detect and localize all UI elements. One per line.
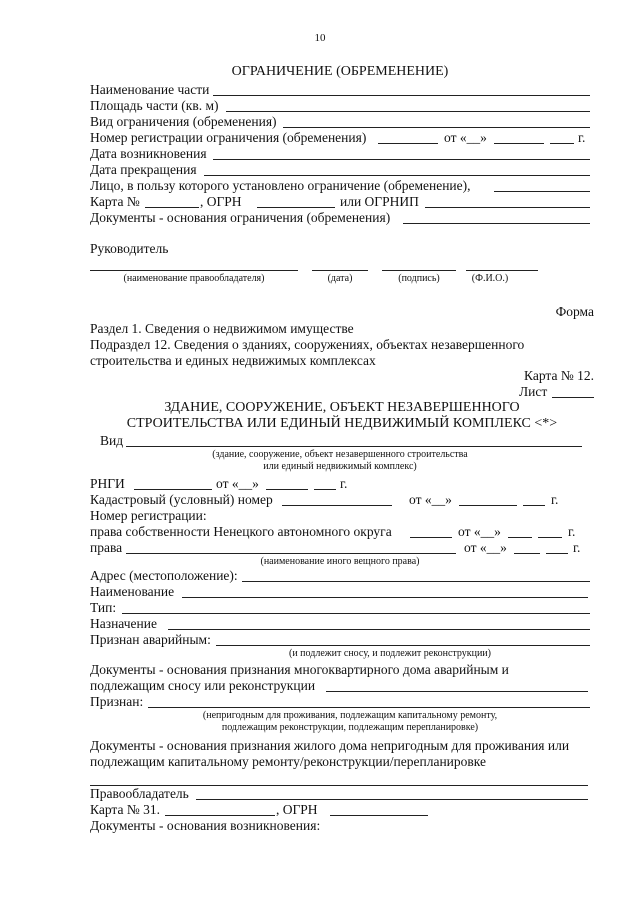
part-area-label: Площадь части (кв. м) xyxy=(90,98,219,113)
emergency-docs-field[interactable] xyxy=(326,691,588,692)
ownership-field[interactable] xyxy=(410,537,452,538)
card-no-label: Карта № xyxy=(90,194,140,209)
ownership-year-suffix: г. xyxy=(568,524,576,539)
recognized-field[interactable] xyxy=(148,707,590,708)
owner-name-caption: (наименование правообладателя) xyxy=(123,273,265,284)
card31-ogrn-field[interactable] xyxy=(330,815,428,816)
purpose-label: Назначение xyxy=(90,616,157,631)
cadastral-year-field[interactable] xyxy=(523,505,545,506)
building-title-line2: СТРОИТЕЛЬСТВА ИЛИ ЕДИНЫЙ НЕДВИЖИМЫЙ КОМПЛЕКС <*> xyxy=(126,416,558,431)
ogrnip-field[interactable] xyxy=(425,207,590,208)
part-name-label: Наименование части xyxy=(90,82,210,97)
unfit-docs-line2: подлежащим капитальному ремонту/реконструкции/перепланировке xyxy=(90,754,486,769)
card-no-field[interactable] xyxy=(145,207,199,208)
rngi-label: РНГИ xyxy=(90,476,125,491)
ownership-label: права собственности Ненецкого автономного округа xyxy=(90,524,392,539)
cadastral-year-suffix: г. xyxy=(551,492,559,507)
type-field[interactable] xyxy=(122,613,590,614)
section-title: Раздел 1. Сведения о недвижимом имуществе xyxy=(90,321,354,336)
emergency-caption: (и подлежит сносу, и подлежит реконструкции) xyxy=(289,648,491,659)
card31-field[interactable] xyxy=(165,815,275,816)
emergency-label: Признан аварийным: xyxy=(90,632,211,647)
owner-name-field[interactable] xyxy=(90,270,298,271)
rights-year-field[interactable] xyxy=(546,553,568,554)
rights-label: права xyxy=(90,540,123,555)
cadastral-field[interactable] xyxy=(282,505,392,506)
sheet-field[interactable] xyxy=(552,397,594,398)
ownership-month-field[interactable] xyxy=(508,537,532,538)
rights-year-suffix: г. xyxy=(573,540,581,555)
purpose-field[interactable] xyxy=(168,629,590,630)
kind-field[interactable] xyxy=(126,446,582,447)
fio-field[interactable] xyxy=(466,270,538,271)
name-field[interactable] xyxy=(182,597,588,598)
address-label: Адрес (местоположение): xyxy=(90,568,238,583)
beneficiary-label: Лицо, в пользу которого установлено ограничение (обременение), xyxy=(90,178,471,193)
owner-field[interactable] xyxy=(196,799,588,800)
emergency-docs-line1: Документы - основания признания многоквартирного дома аварийным и xyxy=(90,662,509,677)
unfit-docs-line1: Документы - основания признания жилого дома непригодным для проживания или xyxy=(90,738,570,753)
cadastral-label: Кадастровый (условный) номер xyxy=(90,492,273,507)
part-name-field[interactable] xyxy=(213,95,590,96)
end-date-field[interactable] xyxy=(204,175,590,176)
recognized-label: Признан: xyxy=(90,694,144,709)
card-label: Карта № 12. xyxy=(524,368,594,383)
sign-date-field[interactable] xyxy=(312,270,368,271)
cadastral-from-label: от «__» xyxy=(409,492,452,507)
rngi-year-suffix: г. xyxy=(340,476,348,491)
address-field[interactable] xyxy=(242,581,590,582)
signature-field[interactable] xyxy=(382,270,456,271)
rights-caption: (наименование иного вещного права) xyxy=(260,556,420,567)
rights-month-field[interactable] xyxy=(514,553,540,554)
encumbrance-type-field[interactable] xyxy=(283,127,590,128)
fio-caption: (Ф.И.О.) xyxy=(471,273,509,284)
emergency-field[interactable] xyxy=(216,645,590,646)
ogrn-label: , ОГРН xyxy=(200,194,242,209)
encumbrance-title: ОГРАНИЧЕНИЕ (ОБРЕМЕНЕНИЕ) xyxy=(231,64,449,79)
ogrnip-label: или ОГРНИП xyxy=(340,194,419,209)
end-date-label: Дата прекращения xyxy=(90,162,197,177)
signature-caption: (подпись) xyxy=(398,273,440,284)
rngi-from-label: от «__» xyxy=(216,476,259,491)
rights-field[interactable] xyxy=(126,553,456,554)
ogrn-field[interactable] xyxy=(257,207,335,208)
form-label: Форма xyxy=(555,304,594,319)
beneficiary-field[interactable] xyxy=(494,191,590,192)
encumbrance-reg-from-label: от «__» xyxy=(444,130,487,145)
kind-caption-line2: или единый недвижимый комплекс) xyxy=(263,461,417,472)
start-date-field[interactable] xyxy=(213,159,590,160)
card31-label: Карта № 31. xyxy=(90,802,160,817)
encumbrance-reg-year-field[interactable] xyxy=(550,143,574,144)
rngi-month-field[interactable] xyxy=(266,489,308,490)
rights-from-label: от «__» xyxy=(464,540,507,555)
reg-number-label: Номер регистрации: xyxy=(90,508,207,523)
encumbrance-reg-number-label: Номер регистрации ограничения (обременения) xyxy=(90,130,367,145)
cadastral-month-field[interactable] xyxy=(459,505,517,506)
subsection-title-line1: Подраздел 12. Сведения о зданиях, сооружениях, объектах незавершенного xyxy=(90,337,525,352)
building-title-line1: ЗДАНИЕ, СООРУЖЕНИЕ, ОБЪЕКТ НЕЗАВЕРШЕННОГО xyxy=(164,400,520,415)
card31-ogrn-label: , ОГРН xyxy=(276,802,318,817)
recognized-caption-line1: (непригодным для проживания, подлежащим капитальному ремонту, xyxy=(202,710,498,721)
page-number: 10 xyxy=(314,32,326,44)
encumbrance-reg-month-field[interactable] xyxy=(494,143,544,144)
rngi-field[interactable] xyxy=(134,489,212,490)
subsection-title-line2: строительства и единых недвижимых комплексах xyxy=(90,353,376,368)
encumbrance-reg-year-suffix: г. xyxy=(578,130,586,145)
name-label: Наименование xyxy=(90,584,175,599)
origin-docs-label: Документы - основания возникновения: xyxy=(90,818,321,833)
emergency-docs-line2: подлежащим сносу или реконструкции xyxy=(90,678,316,693)
type-label: Тип: xyxy=(90,600,117,615)
part-area-field[interactable] xyxy=(226,111,590,112)
encumbrance-reg-number-field[interactable] xyxy=(378,143,438,144)
kind-caption-line1: (здание, сооружение, объект незавершенного строительства xyxy=(212,449,468,460)
sign-date-caption: (дата) xyxy=(327,273,353,284)
kind-label: Вид xyxy=(100,433,124,448)
encumbrance-type-label: Вид ограничения (обременения) xyxy=(90,114,277,129)
ownership-from-label: от «__» xyxy=(458,524,501,539)
start-date-label: Дата возникновения xyxy=(90,146,207,161)
owner-label: Правообладатель xyxy=(90,786,189,801)
rngi-year-field[interactable] xyxy=(314,489,336,490)
ownership-year-field[interactable] xyxy=(538,537,562,538)
encumbrance-docs-field[interactable] xyxy=(403,223,590,224)
encumbrance-docs-label: Документы - основания ограничения (обременения) xyxy=(90,210,391,225)
recognized-caption-line2: подлежащим реконструкции, подлежащим перепланировке) xyxy=(221,722,479,733)
sheet-label: Лист xyxy=(519,384,548,399)
head-label: Руководитель xyxy=(90,241,169,256)
